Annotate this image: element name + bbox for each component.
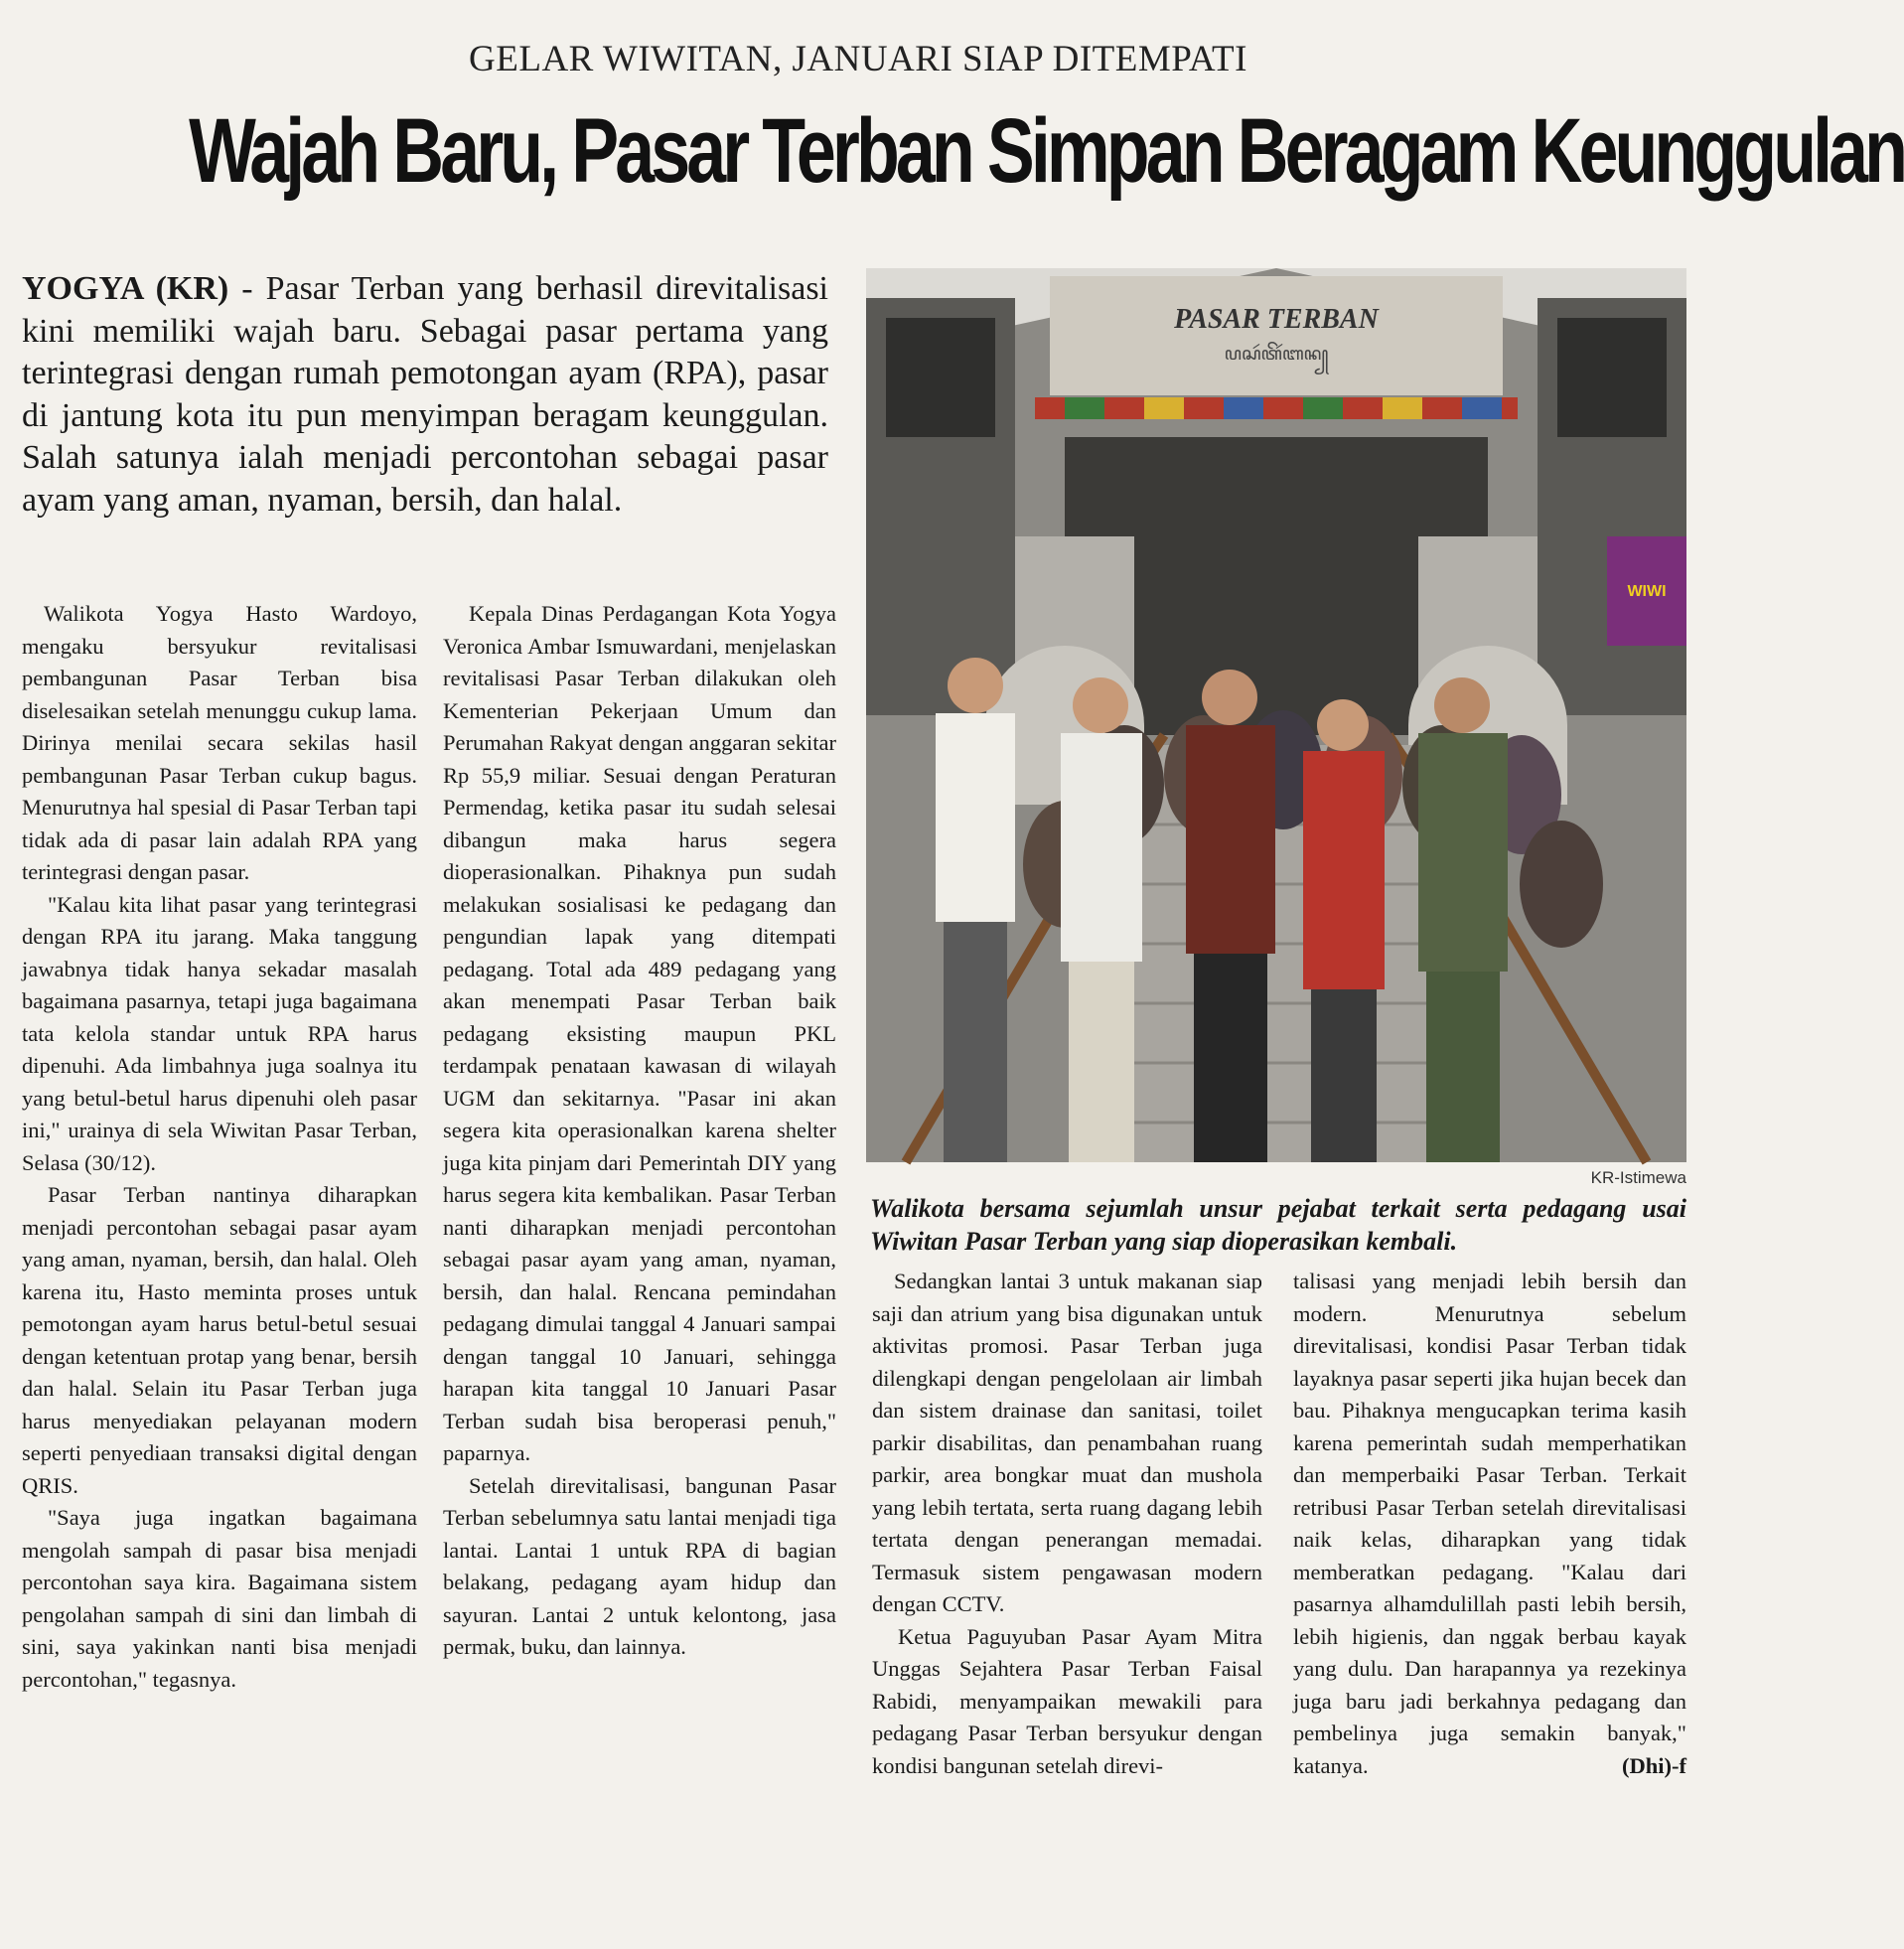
lead-text: - Pasar Terban yang berhasil direvitalisasi kini memiliki wajah baru. Sebagai pasar pertama yang terintegrasi dengan rumah pemotongan ayam (RPA), pasar di jantung kota itu pun menyimpan beragam keunggulan. Salah satunya ialah menjadi percontohan sebagai pasar ayam yang aman, nyaman, bersih, dan halal. (22, 270, 828, 519)
paragraph: "Kalau kita lihat pasar yang terintegrasi dengan RPA itu jarang. Maka tanggung jawabnya tidak hanya sekadar masalah bagaimana pasarnya, tetapi juga bagaimana tata kelola standar untuk RPA harus dipenuhi. Ada limbahnya juga soalnya itu yang betul-betul harus dipenuhi oleh pasar ini," urainya di sela Wiwitan Pasar Terban, Selasa (30/12). (22, 891, 417, 1175)
article-column-4 (1293, 1266, 1686, 1782)
paragraph: "Saya juga ingatkan bagaimana mengolah sampah di pasar bisa menjadi percontohan saya kira. Bagaimana sistem pengolahan sampah di sini dan limbah di sini, saya yakinkan nanti bisa menjadi percontohan," tegasnya. (22, 1505, 417, 1692)
article-column-1 (22, 598, 417, 1696)
sign-board (1050, 276, 1503, 395)
paragraph: Sedangkan lantai 3 untuk makanan siap saji dan atrium yang bisa digunakan untuk aktivitas promosi. Pasar Terban juga dilengkapi dengan pengelolaan air limbah dan sistem drainase dan sanitasi, toilet parkir disabilitas, dan penambahan ruang parkir, area bongkar muat dan mushola yang lebih tertata, serta ruang dagang lebih tertata dengan penerangan memadai. Termasuk sistem pengawasan modern dengan CCTV. (872, 1269, 1262, 1616)
paragraph: Walikota Yogya Hasto Wardoyo, mengaku bersyukur revitalisasi pembangunan Pasar Terban bisa diselesaikan setelah menunggu cukup lama. Dirinya menilai secara sekilas hasil pembangunan Pasar Terban cukup bagus. Menurutnya hal spesial di Pasar Terban tapi tidak ada di pasar lain adalah RPA yang terintegrasi dengan pasar. (22, 601, 417, 884)
event-banner-text: WIWI (1627, 583, 1667, 600)
dateline: YOGYA (KR) (22, 270, 229, 307)
paragraph-text: talisasi yang menjadi lebih bersih dan modern. Menurutnya sebelum direvitalisasi, kondisi Pasar Terban tidak layaknya pasar seperti jika hujan becek dan bau. Pihaknya mengucapkan terima kasih karena pemerintah sudah memperhatikan dan memperbaiki Pasar Terban. Terkait retribusi Pasar Terban setelah direvitalisasi naik kelas, diharapkan yang tidak memberatkan pedagang. "Kalau dari pasarnya alhamdulillah pasti lebih bersih, lebih higienis, dan nggak berbau kayak yang dulu. Dan harapannya ya rezekinya juga baru jadi berkahnya pedagang dan pembelinya juga semakin banyak," katanya. (1293, 1269, 1686, 1778)
right-window (1557, 318, 1667, 437)
headline: Wajah Baru, Pasar Terban Simpan Beragam Keunggulan (189, 100, 1904, 202)
paragraph: Kepala Dinas Perdagangan Kota Yogya Veronica Ambar Ismuwardani, menjelaskan revitalisasi Pasar Terban dilakukan oleh Kementerian Pekerjaan Umum dan Perumahan Rakyat dengan anggaran sekitar Rp 55,9 miliar. Sesuai dengan Peraturan Permendag, ketika pasar itu sudah selesai dibangun maka harus segera dioperasionalkan. Pihaknya pun sudah melakukan sosialisasi ke pedagang dan pengundian lapak yang ditempati pedagang. Total ada 489 pedagang yang akan menempati Pasar Terban baik pedagang eksisting maupun PKL terdampak penataan kawasan di wilayah UGM dan sekitarnya. "Pasar ini akan segera kita operasionalkan karena shelter juga kita pinjam dari Pemerintah DIY yang harus segera kita kembalikan. Pasar Terban nanti diharapkan menjadi percontohan sebagai pasar ayam yang aman, nyaman, bersih, dan halal. Rencana pemindahan pedagang dimulai tanggal 4 Januari sampai dengan tanggal 10 Januari, sehingga harapan kita tanggal 10 Januari Pasar Terban sudah bisa beroperasi penuh," paparnya. (443, 601, 836, 1465)
article-column-3 (872, 1266, 1262, 1782)
stained-glass-strip (1035, 397, 1518, 419)
market-photo (866, 268, 1686, 1162)
paragraph: Ketua Paguyuban Pasar Ayam Mitra Unggas Sejahtera Pasar Terban Faisal Rabidi, menyampaikan mewakili para pedagang Pasar Terban bersyukur dengan kondisi bangunan setelah direvi- (872, 1623, 1262, 1778)
photo-credit: KR-Istimewa (1590, 1168, 1686, 1187)
paragraph (1293, 1266, 1686, 1782)
article-column-2 (443, 598, 836, 1664)
kicker: GELAR WIWITAN, JANUARI SIAP DITEMPATI (469, 39, 1247, 79)
lead-paragraph (22, 268, 828, 522)
left-window (886, 318, 995, 437)
sign-title: PASAR TERBAN (1174, 304, 1379, 335)
sign-script: ꦥꦱꦂꦠꦼꦂꦧꦤ꧀ (1224, 344, 1329, 365)
market-photo-illustration (866, 268, 1686, 1162)
photo-caption: Walikota bersama sejumlah unsur pejabat terkait serta pedagang usai Wiwitan Pasar Terban yang siap dioperasikan kembali. (870, 1194, 1686, 1256)
paragraph: Pasar Terban nantinya diharapkan menjadi percontohan sebagai pasar ayam yang aman, nyaman, bersih, dan halal. Oleh karena itu, Hasto meminta proses untuk pemotongan ayam harus betul-betul sesuai dengan ketentuan protap yang benar, bersih dan halal. Selain itu Pasar Terban juga harus menyediakan pelayanan modern seperti penyediaan transaksi digital dengan QRIS. (22, 1182, 417, 1498)
paragraph: Setelah direvitalisasi, bangunan Pasar Terban sebelumnya satu lantai menjadi tiga lantai. Lantai 1 untuk RPA di bagian belakang, pedagang ayam hidup dan sayuran. Lantai 2 untuk kelontong, jasa permak, buku, dan lainnya. (443, 1472, 836, 1659)
byline: (Dhi)-f (1622, 1752, 1686, 1778)
